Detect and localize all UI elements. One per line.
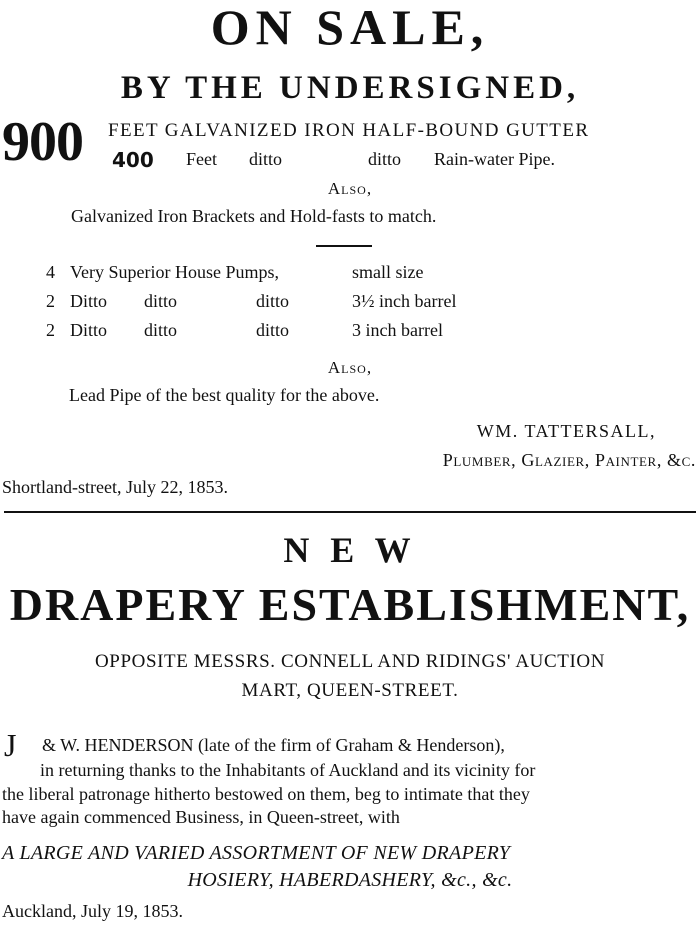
list-item: [46, 316, 456, 345]
seller-name: WM. TATTERSALL,: [476, 421, 656, 441]
body-line-2: in returning thanks to the Inhabitants of Auckland and its vicinity for: [40, 760, 536, 780]
assortment-line-2: HOSIERY, HABERDASHERY, &c., &c.: [187, 869, 513, 891]
address-line-1: OPPOSITE MESSRS. CONNELL AND RIDINGS' AUCTION: [94, 651, 606, 672]
pipe-ditto-2: ditto: [368, 149, 402, 169]
headline-on-sale: ON SALE,: [210, 0, 490, 55]
pump-ditto: ditto: [144, 320, 178, 340]
pump-ditto: ditto: [256, 291, 290, 311]
pump-desc: Ditto: [70, 320, 108, 340]
pump-qty: 4: [46, 262, 55, 282]
dateline-1: Shortland-street, July 22, 1853.: [2, 477, 228, 497]
also-label-1: Also,: [327, 179, 373, 198]
advert-divider: [4, 511, 696, 513]
body-line-3: the liberal patronage hitherto bestowed on them, beg to intimate that they: [2, 784, 530, 804]
section-divider-short: [316, 245, 372, 247]
pump-size: 3 inch barrel: [352, 320, 443, 340]
pump-ditto: ditto: [144, 291, 178, 311]
drop-initial: J: [4, 727, 17, 763]
assortment-line-1: A LARGE AND VARIED ASSORTMENT OF NEW DRAPERY: [2, 842, 511, 864]
also-label-2: Also,: [327, 358, 373, 377]
pipe-feet: Feet: [186, 149, 217, 169]
pump-qty: 2: [46, 320, 55, 340]
pipe-ditto-1: ditto: [249, 149, 283, 169]
dateline-2: Auckland, July 19, 1853.: [2, 901, 183, 921]
headline-new: N E W: [283, 530, 417, 570]
pump-desc: Ditto: [70, 291, 108, 311]
quantity-900: 900: [2, 111, 83, 173]
pump-size: small size: [352, 262, 424, 282]
lead-pipe-line: Lead Pipe of the best quality for the above.: [69, 385, 380, 405]
body-line-1: & W. HENDERSON (late of the firm of Graham & Henderson),: [42, 735, 505, 755]
pump-qty: 2: [46, 291, 55, 311]
body-line-4: have again commenced Business, in Queen-street, with: [2, 807, 400, 827]
pumps-list: [46, 258, 456, 345]
pump-ditto: ditto: [256, 320, 290, 340]
drapery-title: DRAPERY ESTABLISHMENT,: [9, 579, 691, 630]
pipe-item: Rain-water Pipe.: [434, 149, 555, 169]
list-item: [46, 258, 456, 287]
brackets-line: Galvanized Iron Brackets and Hold-fasts to match.: [71, 206, 437, 226]
pump-size: 3½ inch barrel: [352, 291, 457, 311]
subhead-by-the-undersigned: BY THE UNDERSIGNED,: [120, 70, 580, 106]
seller-trades: Plumber, Glazier, Painter, &c.: [442, 450, 696, 470]
gutter-line: FEET GALVANIZED IRON HALF-BOUND GUTTER: [108, 120, 590, 141]
pump-desc: Very Superior House Pumps,: [70, 262, 279, 282]
list-item: [46, 287, 456, 316]
address-line-2: MART, QUEEN-STREET.: [241, 680, 459, 701]
quantity-400: 400: [112, 148, 154, 172]
